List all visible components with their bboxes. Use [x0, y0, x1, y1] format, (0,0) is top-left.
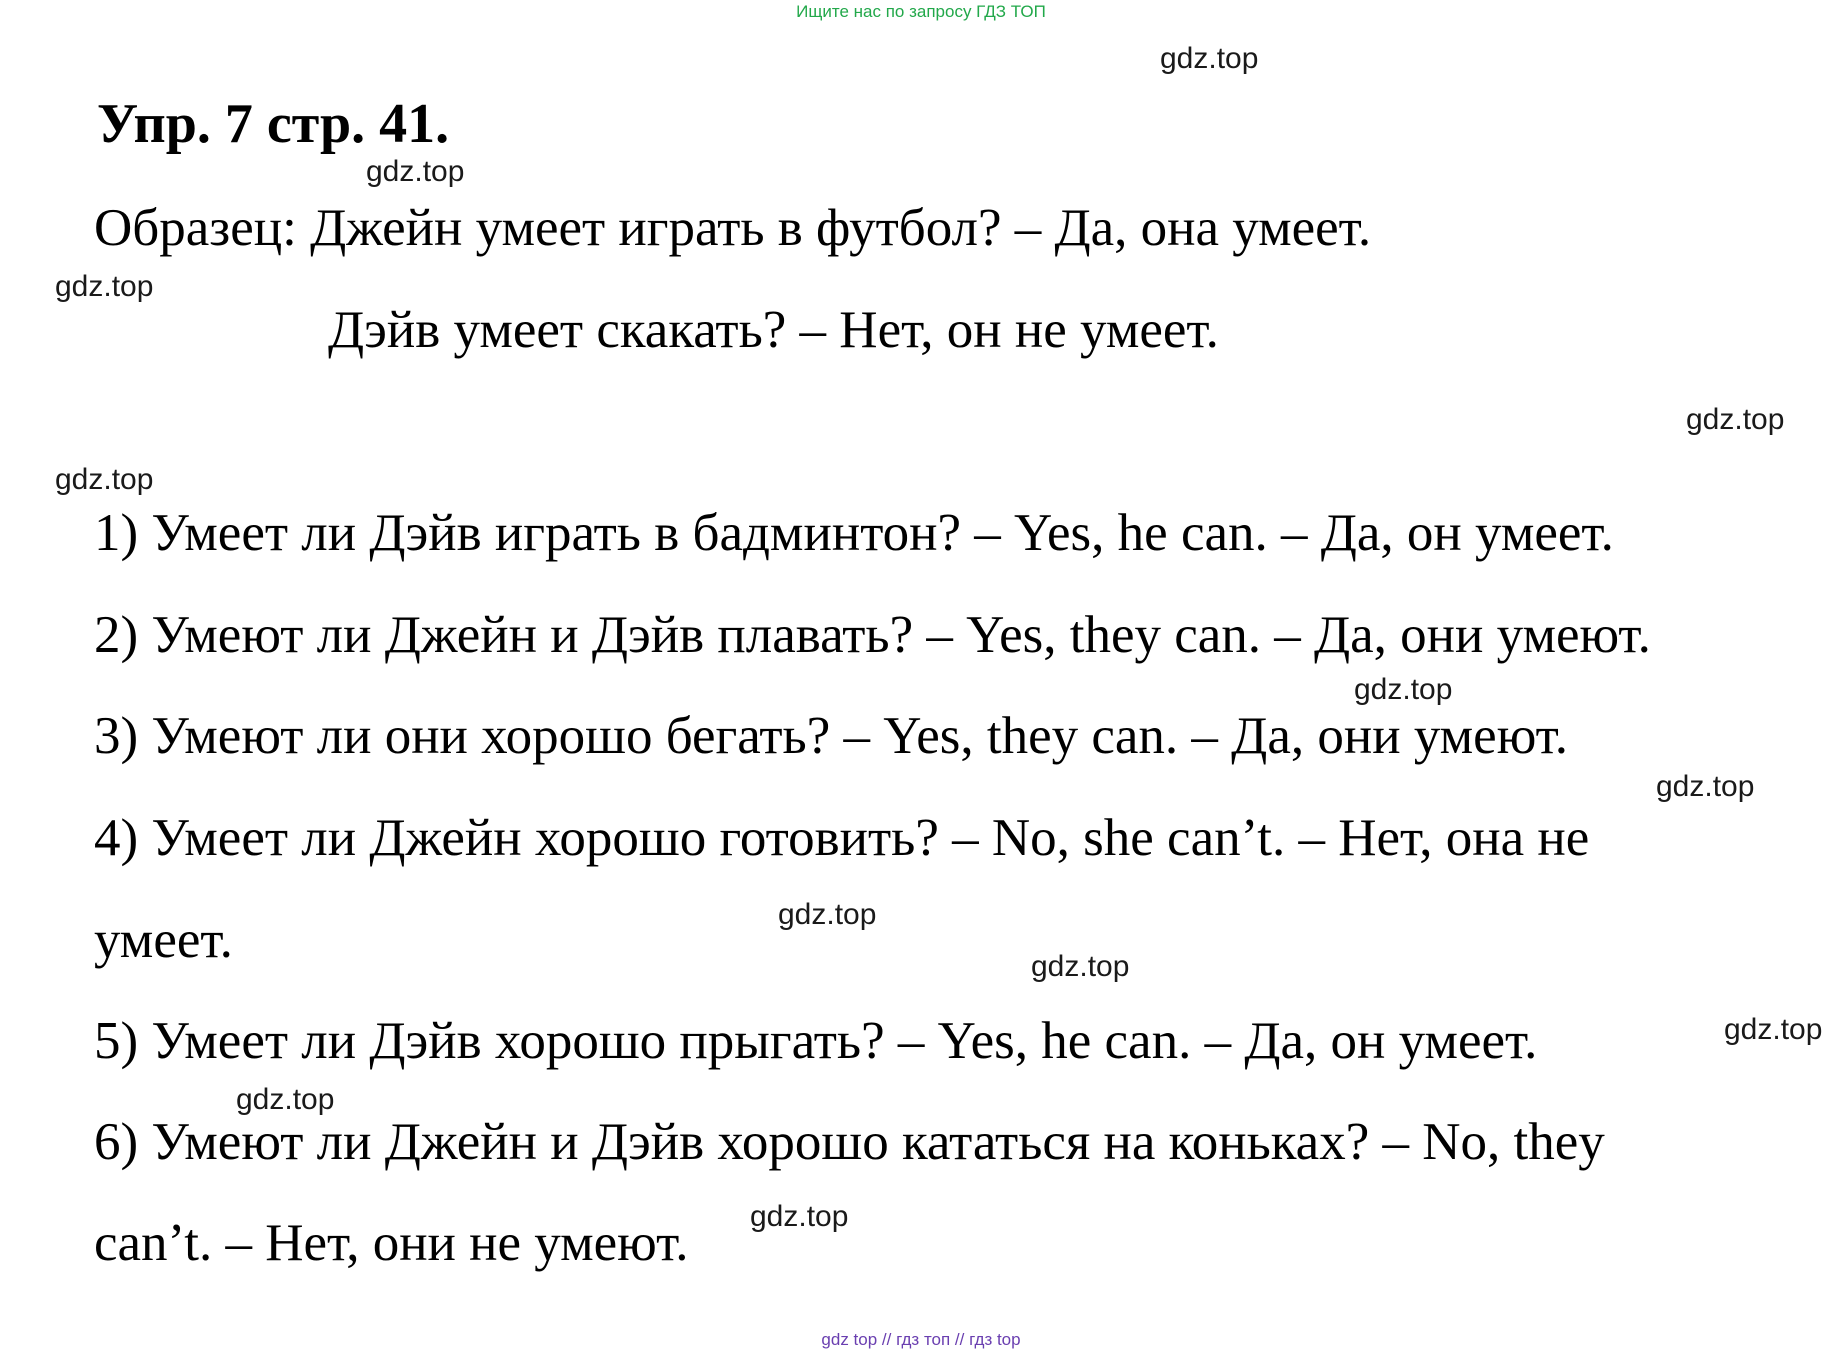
watermark: gdz.top — [778, 898, 877, 931]
answer-line: умеет. — [94, 911, 233, 969]
answer-line: 3) Умеют ли они хорошо бегать? – Yes, they can. – Да, они умеют. — [94, 707, 1569, 765]
answer-line: 1) Умеет ли Дэйв играть в бадминтон? – Yes, he can. – Да, он умеет. — [94, 504, 1614, 562]
answer-line: 6) Умеют ли Джейн и Дэйв хорошо кататься на коньках? – No, they — [94, 1113, 1605, 1171]
footer: gdz top // гдз топ // гдз top — [821, 1330, 1021, 1349]
answer-line: 2) Умеют ли Джейн и Дэйв плавать? – Yes, they can. – Да, они умеют. — [94, 606, 1651, 664]
example-line-2: Дэйв умеет скакать? – Нет, он не умеет. — [328, 301, 1219, 359]
exercise-title: Упр. 7 стр. 41. — [97, 93, 450, 155]
watermark: gdz.top — [236, 1083, 335, 1116]
watermark: gdz.top — [55, 270, 154, 303]
watermark: gdz.top — [1031, 950, 1130, 983]
watermark: gdz.top — [750, 1200, 849, 1233]
watermark: gdz.top — [55, 463, 154, 496]
watermark: gdz.top — [1354, 673, 1453, 706]
watermark: gdz.top — [1686, 403, 1785, 436]
watermark: gdz.top — [366, 155, 465, 188]
watermark: gdz.top — [1656, 770, 1755, 803]
top-banner: Ищите нас по запросу ГДЗ ТОП — [796, 2, 1046, 21]
watermark: gdz.top — [1160, 42, 1259, 75]
answer-line: 4) Умеет ли Джейн хорошо готовить? – No, she can’t. – Нет, она не — [94, 809, 1590, 867]
example-line-1: Образец: Джейн умеет играть в футбол? – Да, она умеет. — [94, 199, 1372, 257]
answer-line: can’t. – Нет, они не умеют. — [94, 1214, 689, 1272]
answer-line: 5) Умеет ли Дэйв хорошо прыгать? – Yes, he can. – Да, он умеет. — [94, 1012, 1538, 1070]
watermark: gdz.top — [1724, 1013, 1823, 1046]
